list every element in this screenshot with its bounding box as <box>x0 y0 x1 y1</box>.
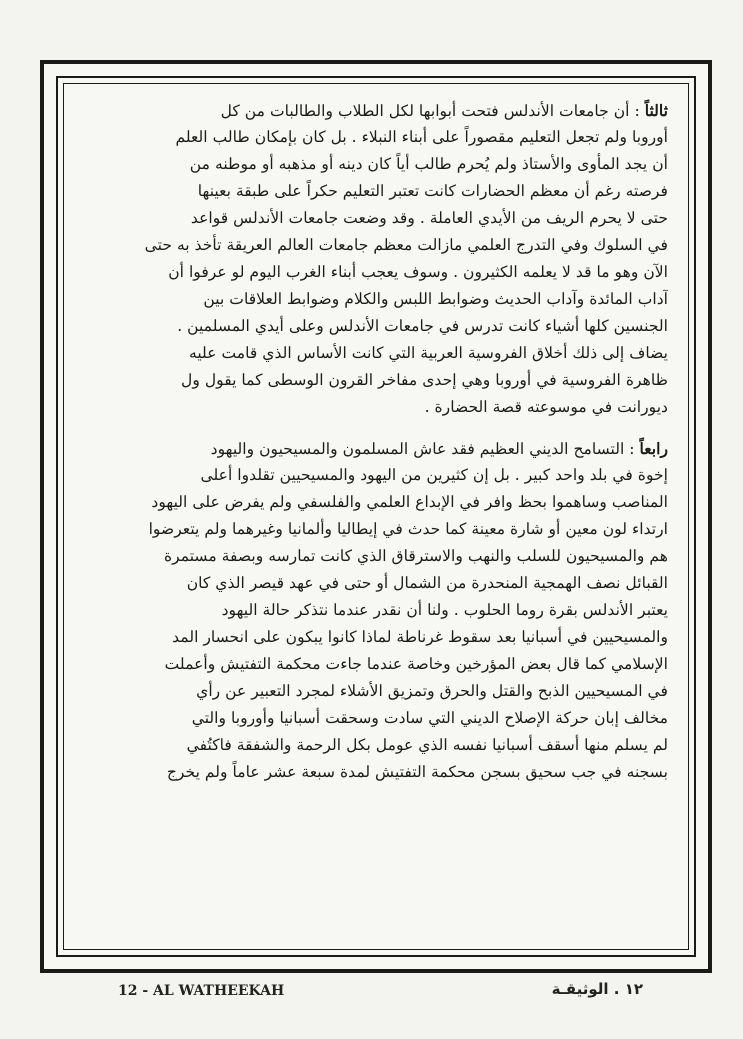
text-line: يضاف إلى ذلك أخلاق الفروسية العربية التي كانت الأساس الذي قامت عليه <box>188 344 668 362</box>
text-line <box>60 97 668 124</box>
text-line: حتى لا يحرم الريف من الأيدي العاملة . وقد وضعت جامعات الأندلس قواعد <box>190 209 668 227</box>
text-line-content: : التسامح الديني العظيم فقد عاش المسلمون والمسيحيون واليهود <box>210 440 635 458</box>
text-line: الإسلامي كما قال بعض المؤرخين وخاصة عندما جاءت محكمة التفتيش وأعملت <box>164 655 668 673</box>
text-line: المناصب وساهموا بحظ وافر في الإبداع العلمي والفلسفي ولم يفرض على اليهود <box>151 493 668 511</box>
section-lead-third: ثالثاً <box>644 101 668 120</box>
text-line: إخوة في بلد واحد كبير . بل إن كثيرين من اليهود والمسيحيين تقلدوا أعلى <box>200 466 668 484</box>
text-line: يعتبر الأندلس بقرة روما الحلوب . ولنا أن نقدر عندما نتذكر حالة اليهود <box>221 601 668 619</box>
section-lead-fourth: رابعاً <box>639 439 668 458</box>
text-line: الآن وهو ما قد لا يعلمه الكثيرون . وسوف يعجب أبناء الغرب اليوم لو عرفوا أن <box>168 263 668 281</box>
text-line: في المسيحيين الذبح والقتل والحرق وتمزيق الأشلاء لمجرد التعبير عن رأي <box>196 682 668 700</box>
text-line: القبائل نصف الهمجية المنحدرة من الشمال أو حتى في عهد قيصر الذي كان <box>186 574 668 592</box>
text-line: ارتداء لون معين أو شارة معينة كما حدث في إيطاليا وألمانيا وغيرهما ولم يتعرضوا <box>148 520 668 538</box>
text-line: أن يجد المأوى والأستاذ ولم يُحرم طالب أياً كان دينه أو مذهبه أو موطنه من <box>189 155 668 173</box>
text-line: ظاهرة الفروسية في أوروبا وهي إحدى مفاخر القرون الوسطى كما يقول ول <box>181 371 668 389</box>
text-line: أوروبا ولم تجعل التعليم مقصوراً على أبناء النبلاء . بل كان بإمكان طالب العلم <box>175 128 668 146</box>
text-line <box>60 435 668 462</box>
text-line: لم يسلم منها أسقف أسبانيا نفسه الذي عومل بكل الرحمة والشفقة فاكتُفي <box>186 736 668 754</box>
text-line: في السلوك وفي التدرج العلمي مازالت معظم جامعات العالم العريقة تأخذ به حتى <box>144 236 668 254</box>
text-line-content: : أن جامعات الأندلس فتحت أبوابها لكل الطلاب والطالبات من كل <box>220 102 640 120</box>
text-line: بسجنه في جب سحيق بسجن محكمة التفتيش لمدة سبعة عشر عاماً ولم يخرج <box>166 763 668 781</box>
text-line: فرصته رغم أن معظم الحضارات كانت تعتبر التعليم حكراً على طبقة بعينها <box>197 182 668 200</box>
text-line: والمسيحيين في أسبانيا بعد سقوط غرناطة لماذا كانوا يبكون على انحسار المد <box>172 628 668 646</box>
text-line: آداب المائدة وآداب الحديث وضوابط اللبس والكلام وضوابط العلاقات بين <box>203 290 668 308</box>
text-line: هم والمسيحيون للسلب والنهب والاسترقاق الذي كانت تمارسه وبصفة مستمرة <box>163 547 668 565</box>
text-line: مخالف إبان حركة الإصلاح الديني التي سادت وسحقت أسبانيا وأوروبا والتي <box>191 709 668 727</box>
text-line: الجنسين كلها أشياء كانت تدرس في جامعات الأندلس وعلى أيدي المسلمين . <box>177 317 668 335</box>
page-footer-arabic: ١٢ . الوثيقـة <box>551 980 643 998</box>
page-footer-latin: 12 - AL WATHEEKAH <box>118 983 285 999</box>
text-line: ديورانت في موسوعته قصة الحضارة . <box>424 398 668 416</box>
article-body <box>60 97 668 786</box>
